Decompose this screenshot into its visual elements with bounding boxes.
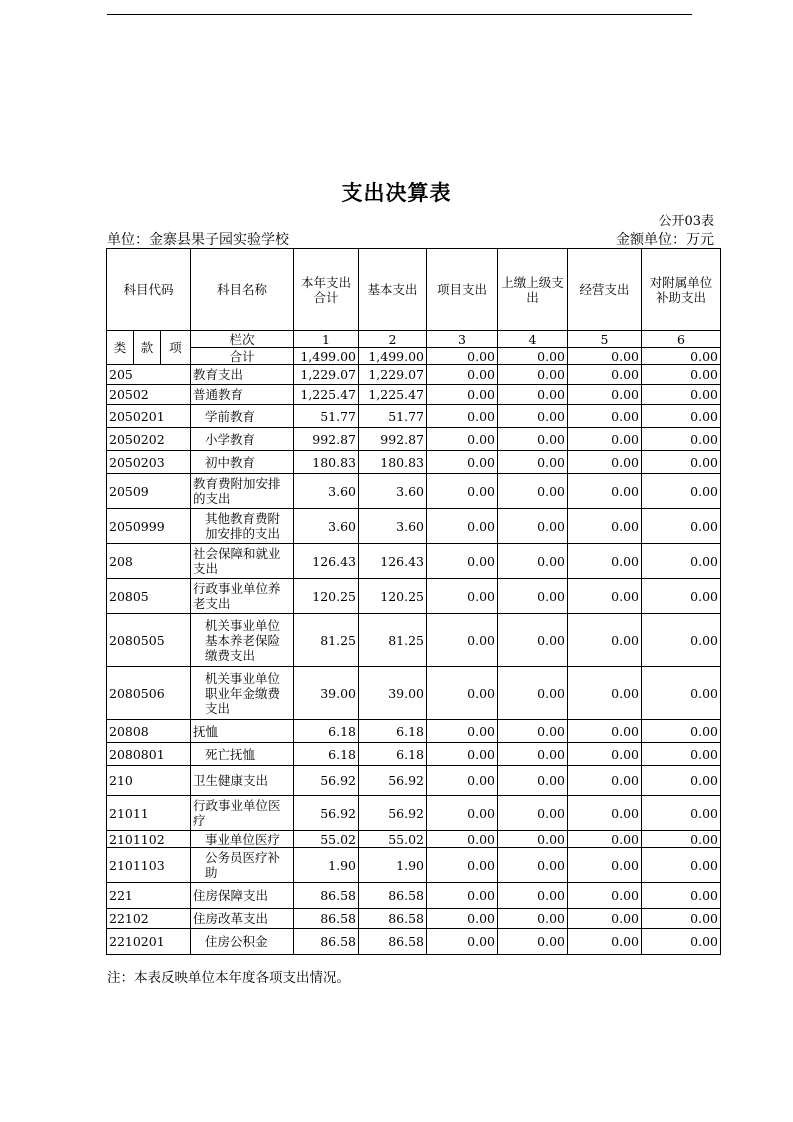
total-value: 1,499.00 <box>359 348 427 365</box>
table-row <box>107 405 721 428</box>
subsidy-expense: 0.00 <box>642 509 721 544</box>
col-number: 2 <box>359 331 427 348</box>
project-expense: 0.00 <box>427 509 498 544</box>
upper-expense: 0.00 <box>498 509 568 544</box>
basic-expense: 120.25 <box>359 579 427 614</box>
table-row <box>107 428 721 451</box>
total-expense: 6.18 <box>294 720 359 743</box>
total-expense: 86.58 <box>294 929 359 955</box>
subject-name: 行政事业单位养老支出 <box>191 579 294 614</box>
subject-name: 住房公积金 <box>191 929 294 955</box>
subject-name: 死亡抚恤 <box>191 743 294 766</box>
project-expense: 0.00 <box>427 720 498 743</box>
subject-code: 2080505 <box>107 614 191 667</box>
upper-expense: 0.00 <box>498 544 568 579</box>
col-header-business: 经营支出 <box>568 249 642 331</box>
total-expense: 1.90 <box>294 848 359 883</box>
table-row <box>107 451 721 474</box>
subject-name: 其他教育费附加安排的支出 <box>191 509 294 544</box>
project-expense: 0.00 <box>427 405 498 428</box>
subject-code: 20509 <box>107 474 191 509</box>
business-expense: 0.00 <box>568 766 642 796</box>
basic-expense: 81.25 <box>359 614 427 667</box>
subsidy-expense: 0.00 <box>642 451 721 474</box>
table-row <box>107 365 721 385</box>
project-expense: 0.00 <box>427 428 498 451</box>
upper-expense: 0.00 <box>498 474 568 509</box>
upper-expense: 0.00 <box>498 667 568 720</box>
col-number: 3 <box>427 331 498 348</box>
total-value: 0.00 <box>568 348 642 365</box>
xiang-label: 项 <box>161 331 191 365</box>
business-expense: 0.00 <box>568 385 642 405</box>
subject-code: 2050201 <box>107 405 191 428</box>
upper-expense: 0.00 <box>498 831 568 848</box>
table-row <box>107 579 721 614</box>
table-row <box>107 909 721 929</box>
subject-code: 221 <box>107 883 191 909</box>
total-row <box>107 348 721 365</box>
subject-name: 住房改革支出 <box>191 909 294 929</box>
total-expense: 120.25 <box>294 579 359 614</box>
subject-code: 2050202 <box>107 428 191 451</box>
basic-expense: 86.58 <box>359 883 427 909</box>
basic-expense: 126.43 <box>359 544 427 579</box>
col-header-name: 科目名称 <box>191 249 294 331</box>
header-row <box>107 249 721 331</box>
basic-expense: 51.77 <box>359 405 427 428</box>
subject-code: 205 <box>107 365 191 385</box>
business-expense: 0.00 <box>568 365 642 385</box>
basic-expense: 992.87 <box>359 428 427 451</box>
upper-expense: 0.00 <box>498 451 568 474</box>
upper-expense: 0.00 <box>498 796 568 831</box>
subject-code: 2101103 <box>107 848 191 883</box>
total-expense: 56.92 <box>294 796 359 831</box>
subject-name: 社会保障和就业支出 <box>191 544 294 579</box>
footnote: 注：本表反映单位本年度各项支出情况。 <box>107 970 350 986</box>
table-row <box>107 929 721 955</box>
col-number: 5 <box>568 331 642 348</box>
subject-code: 2210201 <box>107 929 191 955</box>
basic-expense: 56.92 <box>359 796 427 831</box>
project-expense: 0.00 <box>427 929 498 955</box>
subsidy-expense: 0.00 <box>642 743 721 766</box>
upper-expense: 0.00 <box>498 365 568 385</box>
project-expense: 0.00 <box>427 667 498 720</box>
subject-name: 事业单位医疗 <box>191 831 294 848</box>
money-unit: 金额单位：万元 <box>616 232 714 248</box>
total-expense: 1,225.47 <box>294 385 359 405</box>
total-value: 0.00 <box>498 348 568 365</box>
business-expense: 0.00 <box>568 831 642 848</box>
total-value: 0.00 <box>642 348 721 365</box>
basic-expense: 86.58 <box>359 929 427 955</box>
project-expense: 0.00 <box>427 796 498 831</box>
business-expense: 0.00 <box>568 720 642 743</box>
basic-expense: 6.18 <box>359 743 427 766</box>
top-rule <box>107 14 692 15</box>
table-row <box>107 720 721 743</box>
basic-expense: 86.58 <box>359 909 427 929</box>
subsidy-expense: 0.00 <box>642 848 721 883</box>
total-expense: 6.18 <box>294 743 359 766</box>
column-number-row <box>107 331 721 348</box>
subject-code: 2050999 <box>107 509 191 544</box>
upper-expense: 0.00 <box>498 883 568 909</box>
project-expense: 0.00 <box>427 766 498 796</box>
total-expense: 86.58 <box>294 909 359 929</box>
basic-expense: 1,225.47 <box>359 385 427 405</box>
form-number: 公开03表 <box>658 214 714 229</box>
basic-expense: 55.02 <box>359 831 427 848</box>
upper-expense: 0.00 <box>498 428 568 451</box>
project-expense: 0.00 <box>427 614 498 667</box>
subsidy-expense: 0.00 <box>642 667 721 720</box>
basic-expense: 1.90 <box>359 848 427 883</box>
upper-expense: 0.00 <box>498 720 568 743</box>
project-expense: 0.00 <box>427 831 498 848</box>
subsidy-expense: 0.00 <box>642 614 721 667</box>
basic-expense: 39.00 <box>359 667 427 720</box>
table-row <box>107 385 721 405</box>
subject-name: 教育支出 <box>191 365 294 385</box>
upper-expense: 0.00 <box>498 579 568 614</box>
subject-code: 20502 <box>107 385 191 405</box>
subsidy-expense: 0.00 <box>642 405 721 428</box>
table-row <box>107 766 721 796</box>
subject-code: 2080506 <box>107 667 191 720</box>
total-expense: 86.58 <box>294 883 359 909</box>
project-expense: 0.00 <box>427 883 498 909</box>
project-expense: 0.00 <box>427 451 498 474</box>
basic-expense: 6.18 <box>359 720 427 743</box>
col-number: 1 <box>294 331 359 348</box>
upper-expense: 0.00 <box>498 743 568 766</box>
col-header-subsidy: 对附属单位补助支出 <box>642 249 721 331</box>
project-expense: 0.00 <box>427 385 498 405</box>
business-expense: 0.00 <box>568 405 642 428</box>
subject-name: 教育费附加安排的支出 <box>191 474 294 509</box>
business-expense: 0.00 <box>568 428 642 451</box>
business-expense: 0.00 <box>568 614 642 667</box>
basic-expense: 3.60 <box>359 474 427 509</box>
subject-name: 行政事业单位医疗 <box>191 796 294 831</box>
table-row <box>107 614 721 667</box>
business-expense: 0.00 <box>568 909 642 929</box>
col-number: 6 <box>642 331 721 348</box>
table-row <box>107 831 721 848</box>
total-expense: 56.92 <box>294 766 359 796</box>
subsidy-expense: 0.00 <box>642 796 721 831</box>
total-expense: 3.60 <box>294 509 359 544</box>
total-value: 1,499.00 <box>294 348 359 365</box>
business-expense: 0.00 <box>568 474 642 509</box>
subject-name: 机关事业单位职业年金缴费支出 <box>191 667 294 720</box>
subject-name: 住房保障支出 <box>191 883 294 909</box>
project-expense: 0.00 <box>427 743 498 766</box>
table-row <box>107 509 721 544</box>
table-row <box>107 544 721 579</box>
basic-expense: 1,229.07 <box>359 365 427 385</box>
subject-name: 抚恤 <box>191 720 294 743</box>
upper-expense: 0.00 <box>498 405 568 428</box>
business-expense: 0.00 <box>568 667 642 720</box>
total-expense: 992.87 <box>294 428 359 451</box>
upper-expense: 0.00 <box>498 929 568 955</box>
total-expense: 1,229.07 <box>294 365 359 385</box>
project-expense: 0.00 <box>427 544 498 579</box>
subsidy-expense: 0.00 <box>642 909 721 929</box>
col-header-project: 项目支出 <box>427 249 498 331</box>
lei-label: 类 <box>107 331 134 365</box>
subject-name: 初中教育 <box>191 451 294 474</box>
business-expense: 0.00 <box>568 796 642 831</box>
upper-expense: 0.00 <box>498 848 568 883</box>
subsidy-expense: 0.00 <box>642 929 721 955</box>
subject-code: 210 <box>107 766 191 796</box>
total-expense: 39.00 <box>294 667 359 720</box>
subsidy-expense: 0.00 <box>642 428 721 451</box>
subject-code: 21011 <box>107 796 191 831</box>
upper-expense: 0.00 <box>498 766 568 796</box>
business-expense: 0.00 <box>568 509 642 544</box>
subject-code: 208 <box>107 544 191 579</box>
total-expense: 51.77 <box>294 405 359 428</box>
table-row <box>107 743 721 766</box>
subsidy-expense: 0.00 <box>642 544 721 579</box>
col-header-upper: 上缴上级支出 <box>498 249 568 331</box>
business-expense: 0.00 <box>568 883 642 909</box>
subject-name: 普通教育 <box>191 385 294 405</box>
upper-expense: 0.00 <box>498 614 568 667</box>
basic-expense: 56.92 <box>359 766 427 796</box>
business-expense: 0.00 <box>568 579 642 614</box>
subject-name: 卫生健康支出 <box>191 766 294 796</box>
project-expense: 0.00 <box>427 365 498 385</box>
basic-expense: 3.60 <box>359 509 427 544</box>
total-expense: 180.83 <box>294 451 359 474</box>
subject-code: 22102 <box>107 909 191 929</box>
table-row <box>107 667 721 720</box>
business-expense: 0.00 <box>568 848 642 883</box>
subject-code: 2050203 <box>107 451 191 474</box>
subject-name: 机关事业单位基本养老保险缴费支出 <box>191 614 294 667</box>
business-expense: 0.00 <box>568 929 642 955</box>
project-expense: 0.00 <box>427 909 498 929</box>
kuan-label: 款 <box>134 331 161 365</box>
total-expense: 81.25 <box>294 614 359 667</box>
lanci-label: 栏次 <box>191 331 294 348</box>
project-expense: 0.00 <box>427 474 498 509</box>
table-row <box>107 796 721 831</box>
subsidy-expense: 0.00 <box>642 883 721 909</box>
subsidy-expense: 0.00 <box>642 831 721 848</box>
total-expense: 3.60 <box>294 474 359 509</box>
subsidy-expense: 0.00 <box>642 766 721 796</box>
subsidy-expense: 0.00 <box>642 474 721 509</box>
total-expense: 126.43 <box>294 544 359 579</box>
total-value: 0.00 <box>427 348 498 365</box>
table-row <box>107 883 721 909</box>
subsidy-expense: 0.00 <box>642 579 721 614</box>
col-header-code: 科目代码 <box>107 249 191 331</box>
subsidy-expense: 0.00 <box>642 720 721 743</box>
subject-name: 小学教育 <box>191 428 294 451</box>
total-expense: 55.02 <box>294 831 359 848</box>
subject-code: 20805 <box>107 579 191 614</box>
project-expense: 0.00 <box>427 579 498 614</box>
subject-name: 学前教育 <box>191 405 294 428</box>
col-header-total: 本年支出合计 <box>294 249 359 331</box>
subject-code: 2101102 <box>107 831 191 848</box>
subsidy-expense: 0.00 <box>642 365 721 385</box>
data-rows <box>107 365 721 955</box>
subject-code: 20808 <box>107 720 191 743</box>
page-title: 支出决算表 <box>341 181 452 205</box>
project-expense: 0.00 <box>427 848 498 883</box>
basic-expense: 180.83 <box>359 451 427 474</box>
subject-code: 2080801 <box>107 743 191 766</box>
business-expense: 0.00 <box>568 743 642 766</box>
col-header-basic: 基本支出 <box>359 249 427 331</box>
table-row <box>107 474 721 509</box>
upper-expense: 0.00 <box>498 385 568 405</box>
total-label: 合计 <box>191 348 294 365</box>
subsidy-expense: 0.00 <box>642 385 721 405</box>
table-row <box>107 848 721 883</box>
expenditure-table <box>106 248 721 955</box>
col-number: 4 <box>498 331 568 348</box>
upper-expense: 0.00 <box>498 909 568 929</box>
subject-name: 公务员医疗补助 <box>191 848 294 883</box>
business-expense: 0.00 <box>568 451 642 474</box>
reporting-unit: 单位：金寨县果子园实验学校 <box>107 232 289 248</box>
business-expense: 0.00 <box>568 544 642 579</box>
